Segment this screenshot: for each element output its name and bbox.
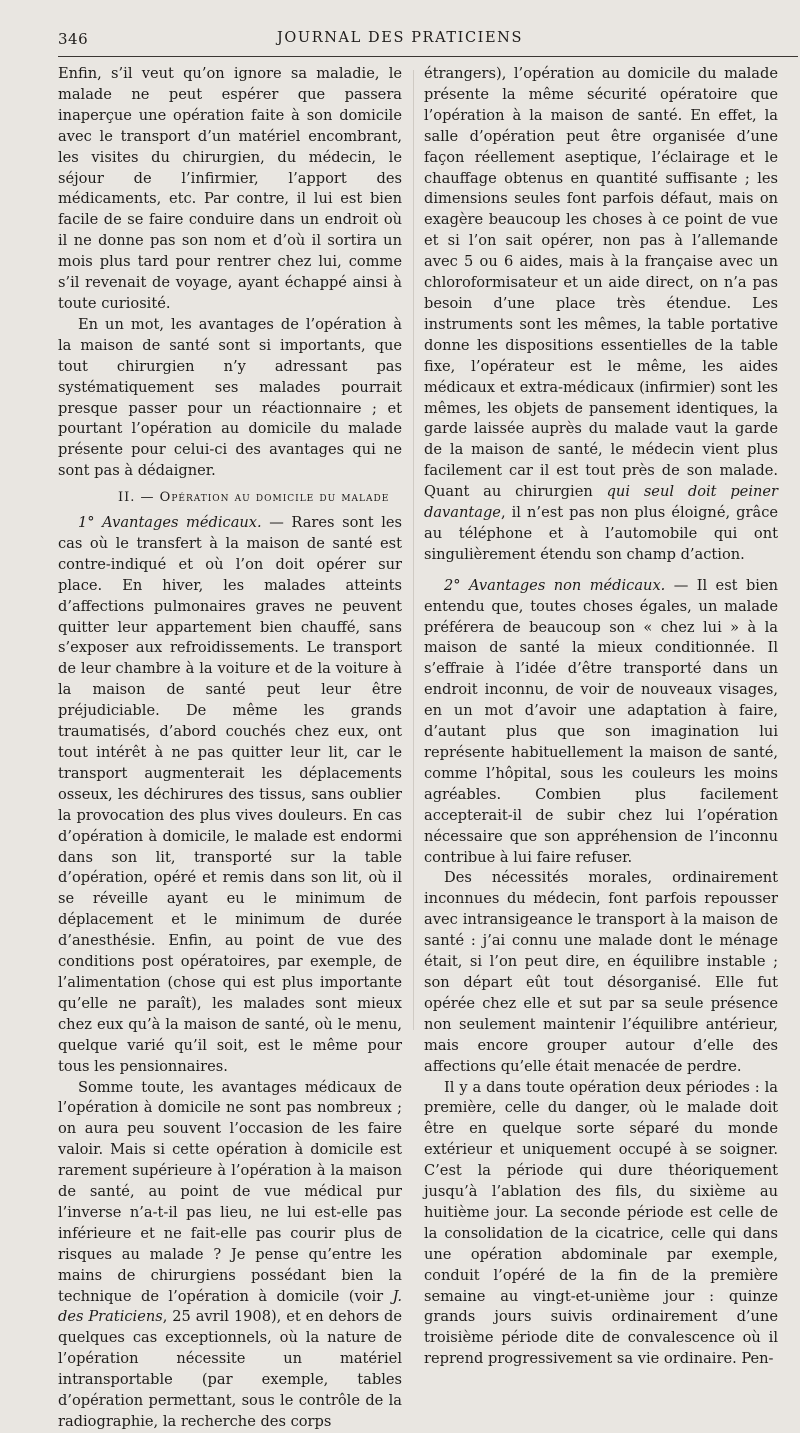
page-number: 346 (58, 30, 89, 48)
header-rule (58, 56, 798, 57)
paragraph (424, 64, 778, 566)
right-column (424, 64, 778, 1370)
paragraph: Il y a dans toute opération deux périodes : la première, celle du danger, où le malade doit être en quelque sorte séparé du monde extérieur et uniquement occupé à se soigner. C’est la période qui dure théoriquement jusqu’à l’ablation des fils, du sixième au huitième jour. La seconde période est celle de la consolidation de la cicatrice, celle qui dans une opération abdominale par exemple, conduit l’opéré de la fin de la première semaine au vingt-et-unième jour : quinze grands jours suivis ordinairement d’une troisième période dite de convalescence où il reprend progressivement sa vie ordinaire. Pen- (424, 1078, 778, 1368)
paragraph-text: — Rares sont les cas où le transfert à la maison de santé est contre-indiqué et où l’on doit opérer sur place. En hiver, les malades atteints d’affections pulmonaires graves ne peuvent quitter leur appartement bien chauffé, sans s’exposer aux refroidissements. Le transport de leur chambre à la voiture et de la voiture à la maison de santé peut leur être préjudiciable. De même les grands traumatisés, d’abord couchés chez eux, ont tout intérêt à ne pas quitter leur lit, car le transport augmenterait les déplacements osseux, les déchirures des tissus, sans oublier la provocation des plus vives douleurs. En cas d’opération à domicile, le malade est endormi dans son lit, transporté sur la table d’opération, opéré et remis dans son lit, où il se réveille ayant eu le minimum de déplacement et le minimum de durée d’anesthésie. Enfin, au point de vue des conditions post opératoires, par exemple, de l’alimentation (chose qui est plus importante qu’elle ne paraît), les malades sont mieux chez eux qu’à la maison de santé, où le menu, quelque varié qu’il soit, est le même pour tous les pensionnaires. (58, 514, 402, 1075)
paragraph-text: , il n’est pas non plus éloigné, grâce au téléphone et à l’automobile qui ont singulièrement étendu son champ d’action. (424, 504, 778, 563)
column-separator (413, 70, 414, 1030)
paragraph (58, 1078, 402, 1433)
journal-reference: J. des Praticiens (58, 1287, 402, 1326)
paragraph-text: , 25 avril 1908), et en dehors de quelques cas exceptionnels, où la nature de l’opération nécessite un matériel intransportable (par exemple, tables d’opération permettant, sous le contrôle de la radiographie, la recherche des corps (58, 1308, 402, 1430)
subsection-lead: 2° Avantages non médicaux. (444, 576, 666, 594)
paragraph: En un mot, les avantages de l’opération à la maison de santé sont si importants, que tout chirurgien n’y adressant pas systématiquement ses malades pourrait presque passer pour un réactionnaire ; et pourtant l’opération au domicile du malade présente pour celui-ci des avantages qui ne sont pas à dédaigner. (58, 315, 402, 480)
paragraph-text: étrangers), l’opération au domicile du malade présente la même sécurité opératoire que l’opération à la maison de santé. En effet, la salle d’opération peut être organisée d’une façon réellement aseptique, l’éclairage et le chauffage obtenus en quantité suffisante ; les dimensions seules font parfois défaut, mais on exagère beaucoup les choses à ce point de vue et si l’on sait opérer, non pas à l’allemande avec 5 ou 6 aides, mais à la française avec un chloroformisateur et un aide direct, on n’a pas besoin d’une place très étendue. Les instruments sont les mêmes, la table portative donne les dispositions essentielles de la table fixe, l’opérateur est le même, les aides médicaux et extra-médicaux (infirmier) sont les mêmes, les objets de pansement identiques, la garde laissée auprès du malade vaut la garde de la maison de santé, le médecin vient plus facilement car il est tout près de son malade. Quant au chirurgien (424, 65, 778, 501)
page-header (0, 26, 800, 56)
subsection-lead: 1° Avantages médicaux. (78, 514, 262, 532)
paragraph (424, 576, 778, 869)
paragraph-text: Somme toute, les avantages médicaux de l’opération à domicile ne sont pas nombreux ; on aura peu souvent l’occasion de les faire valoir. Mais si cette opération à domicile est rarement supérieure à l’opération à la maison de santé, au point de vue médical pur l’inverse n’a-t-il pas lieu, ne lui est-elle pas inférieure et ne fait-elle pas courir plus de risques au malade ? Je pense qu’entre les mains de chirurgiens possédant bien la technique de l’opération à domicile (voir (58, 1078, 402, 1305)
paragraph-text: — Il est bien entendu que, toutes choses égales, un malade préférera de beaucoup son « chez lui » à la maison de santé la mieux conditionnée. Il s’effraie à l’idée d’être transporté dans un endroit inconnu, de voir de nouveaux visages, en un mot d’avoir une adaptation à faire, d’autant plus que son imagination lui représente habituellement la maison de santé, comme l’hôpital, sous les couleurs les moins agréables. Combien plus facilement accepterait-il de subir chez lui l’opération nécessaire que son appréhension de l’inconnu contribue à lui faire refuser. (424, 576, 778, 866)
journal-title: JOURNAL DES PRATICIENS (277, 30, 523, 46)
emphasis-text: qui seul doit peiner davantage (424, 483, 778, 522)
paragraph (58, 513, 402, 1077)
paragraph: Enfin, s’il veut qu’on ignore sa maladie, le malade ne peut espérer que passera inaperçue une opération faite à son domicile avec le transport d’un matériel encombrant, les visites du chirurgien, du médecin, le séjour de l’infirmier, l’apport des médicaments, etc. Par contre, il lui est bien facile de se faire conduire dans un endroit où il ne donne pas son nom et d’où il sortira un mois plus tard pour rentrer chez lui, comme s’il revenait de voyage, ayant échappé ainsi à toute curiosité. (58, 65, 402, 312)
section-heading: II. — Opération au domicile du malade (118, 490, 390, 506)
left-column (58, 64, 402, 1433)
paragraph: Des nécessités morales, ordinairement inconnues du médecin, font parfois repousser avec intransigeance le transport à la maison de santé : j’ai connu une malade dont le ménage était, si l’on peut dire, en équilibre instable ; son départ eût tout désorganisé. Elle fut opérée chez elle et sut par sa seule présence non seulement maintenir l’équilibre antérieur, mais encore grouper autour d’elle des affections qu’elle était menacée de perdre. (424, 869, 778, 1075)
